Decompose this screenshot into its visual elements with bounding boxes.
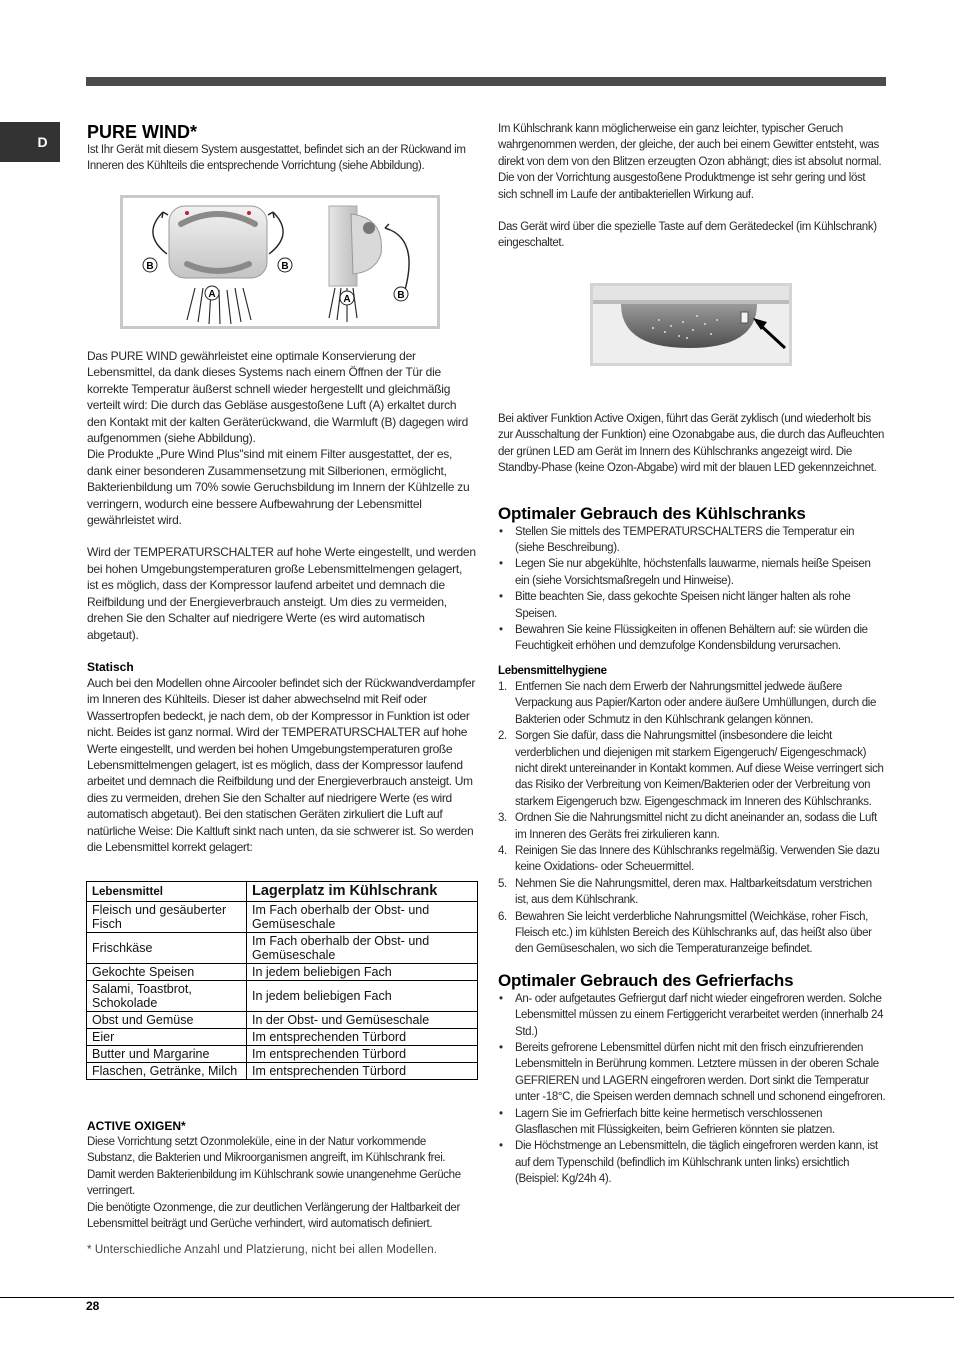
table-cell-food: Gekochte Speisen [87,964,247,981]
table-row [87,902,478,933]
list-item-text: Lagern Sie im Gefrierfach bitte keine hermetisch verschlossenen Glasflaschen mit Flüssigkeiten, beim Gefrieren könnten sie platzen. [515,1107,835,1137]
label-b-right: B [281,261,289,272]
list-item-text: Reinigen Sie das Innere des Kühlschranks regelmäßig. Verwenden Sie dazu keine Oxidations- oder Scheuermittel. [515,844,880,874]
table-row [87,1046,478,1063]
list-item-text: Bewahren Sie leicht verderbliche Nahrungsmittel (Weichkäse, roher Fisch, Fleisch etc.) im kühlsten Bereich des Kühlschranks auf, das heißt also über den Gemüseschalen, wo sich die Temperaturanzeige befindet. [515,910,872,956]
table-header-row [87,882,478,902]
table-cell-location: In jedem beliebigen Fach [247,964,478,981]
label-a-side: A [343,294,351,305]
fridge-usage-title: Optimaler Gebrauch des Kühlschranks [498,503,806,523]
footnote: * Unterschiedliche Anzahl und Platzierung, nicht bei allen Modellen. [87,1244,438,1257]
freezer-usage-list [498,991,886,1188]
table-body [87,902,478,1080]
list-item [498,556,886,589]
ozone-device-diagram [593,286,789,363]
pure-wind-para2: Die Produkte „Pure Wind Plus"sind mit einem Filter ausgestattet, der es, dank einer besonderen Zusammensetzung mit Silberionen, ermöglicht, Bakterienbildung um 70% sowie Geruchsbildung im Innern der Kühlzelle zu verringern, wodurch eine bessere Aufbewahrung der Lebensmittel gewährleistet wird. [87,447,470,528]
table-row [87,964,478,981]
list-item-text: Legen Sie nur abgekühlte, höchstenfalls lauwarme, niemals heiße Speisen ein (siehe Vorsichtsmaßregeln und Hinweise). [515,558,871,587]
active-oxigen-title: ACTIVE OXIGEN* [87,1119,186,1133]
hygiene-title: Lebensmittelhygiene [498,664,607,677]
list-item-text: Ordnen Sie die Nahrungsmittel nicht zu dicht aneinander an, sodass die Luft im Inneren des Geräts frei zirkulieren kann. [515,812,877,841]
table-cell-location: Im Fach oberhalb der Obst- und Gemüseschale [247,933,478,964]
list-item-text: Bitte beachten Sie, dass gekochte Speisen nicht länger halten als rohe Speisen. [515,591,851,620]
active-oxigen-section [87,1118,476,1258]
pure-wind-title: PURE WIND* [87,122,198,142]
label-b-left: B [146,261,154,272]
pure-wind-body [87,348,476,855]
label-b-side: B [397,290,405,301]
list-item: 3. Ordnen Sie die Nahrungsmittel nicht zu dicht aneinander an, sodass die Luft im Inneren des Geräts frei zirkulieren kann. [498,812,877,841]
list-item: 1. Entfernen Sie nach dem Erwerb der Nahrungsmittel jedwede äußere Verpackung aus Papier/Karton oder andere äußere Umhüllungen, durch die Bakterien oder Schmutz in den Kühlschrank gelangen können. [498,680,876,726]
list-item: 6. Bewahren Sie leicht verderbliche Nahrungsmittel (Weichkäse, roher Fisch, Fleisch etc.) im kühlsten Bereich des Kühlschranks auf, das heißt also über den Gemüseschalen, wo sich die Temperaturanzeige befindet. [498,910,872,956]
pure-wind-diagram [123,198,437,326]
hygiene-list [498,679,886,958]
statisch-text: Auch bei den Modellen ohne Aircooler befindet sich der Rückwandverdampfer im Inneren des Kühlteils. Dieser ist daher abwechselnd mit Reif oder Wassertropfen bedeckt, je nach dem, ob der Kompressor in Funktion ist oder nicht. Beides ist ganz normal. Wird der TEMPERATURSCHALTER auf hohe Werte eingestellt, und werden bei hohen Umgebungstemperaturen große Lebensmittelmengen gelagert, ist es möglich, dass der Kompressor laufend arbeitet und demnach die Reifbildung und der Energieverbrauch ansteigt. Um dies zu vermeiden, drehen Sie den Schalter auf niedrigere Werte (es wird automatisch abgetaut). Bei den statischen Geräten zirkuliert die Luft auf natürliche Weise: Die Kaltluft sinkt nach unten, da sie schwerer ist. So werden die Lebensmittel korrekt gelagert: [87,675,476,854]
language-tab: D [0,122,60,162]
active-oxigen-p2: Die benötigte Ozonmenge, die zur deutlichen Verlängerung der Haltbarkeit der Lebensmittel beiträgt und Gerüche verhindert, wird automatisch definiert. [87,1201,460,1231]
list-item-text: Bereits gefrorene Lebensmittel dürfen nicht mit den frisch einzufrierenden Lebensmitteln in Berührung kommen. Letztere müssen in der oberen Schale GEFRIEREN und LAGERN eingefroren werden. Dort sinkt die Temperatur unter -18°C, die Speisen werden demnach schnell und schonend eingefroren. [515,1042,886,1104]
table-cell-food: Eier [87,1029,247,1046]
table-cell-location: Im Fach oberhalb der Obst- und Gemüseschale [247,902,478,933]
ozone-device-figure [590,283,792,366]
list-item-text: Sorgen Sie dafür, dass die Nahrungsmittel (insbesondere die leicht verderblichen und diejenigen mit starkem Eigengeruch/ Eigengeschmack) nicht direkt untereinander in Kontakt kommen. Auf diese Weise verringert sich das Risiko der Verbreitung von Keimen/Bakterien oder der Verbreitung von starkem Eigengeruch bzw. Eigengeschmack im Inneren des Kühlschranks. [515,730,884,808]
table-header-lebensmittel: Lebensmittel [87,882,247,902]
list-item-text: An- oder aufgetautes Gefriergut darf nicht wieder eingefroren werden. Solche Lebensmittel müssen zu einem Fertiggericht verarbeitet werden (innerhalb 24 Std.) [515,992,884,1038]
table-cell-location: In der Obst- und Gemüseschale [247,1012,478,1029]
table-cell-food: Flaschen, Getränke, Milch [87,1063,247,1080]
active-oxigen-p1: Diese Vorrichtung setzt Ozonmoleküle, eine in der Natur vorkommende Substanz, die Bakterien und Mikroorganismen angreift, im Kühlschrank frei. Damit werden Bakterienbildung im Kühlschrank sowie unangenehme Gerüche verringert. [87,1136,461,1198]
header-rule [86,77,886,86]
footer-rule [0,1297,954,1298]
table-header-lagerplatz: Lagerplatz im Kühlschrank [247,882,478,902]
list-item [498,589,886,622]
table-cell-food: Butter und Margarine [87,1046,247,1063]
active-function-paragraph: Bei aktiver Funktion Active Oxigen, führt das Gerät zyklisch (und wiederholt bis zur Ausschaltung der Funktion) eine Ozonabgabe aus, die durch das Aufleuchten der grünen LED am Gerät im Innern des Kühlschranks angezeigt wird. Die Standby-Phase (keine Ozon-Abgabe) wird mit der blauen LED gekennzeichnet. [498,413,885,475]
left-column [87,122,476,174]
table-row [87,1063,478,1080]
statisch-title: Statisch [87,659,134,674]
table-cell-location: Im entsprechenden Türbord [247,1029,478,1046]
page-number: 28 [86,1299,100,1313]
fridge-usage-list [498,524,886,655]
table-cell-food: Salami, Toastbrot, Schokolade [87,981,247,1012]
table-cell-location: Im entsprechenden Türbord [247,1063,478,1080]
list-item-text: Die Höchstmenge an Lebensmitteln, die täglich eingefroren werden kann, ist auf dem Typenschild (befindlich im Kühlschrank unten links) ersichtlich (Beispiel: Kg/24h 4). [515,1140,878,1186]
list-item-text: Stellen Sie mittels des TEMPERATURSCHALTERS die Temperatur ein (siehe Beschreibung). [515,525,855,555]
list-item: 2. Sorgen Sie dafür, dass die Nahrungsmittel (insbesondere die leicht verderblichen und diejenigen mit starkem Eigengeruch/ Eigengeschmack) nicht direkt untereinander in Kontakt kommen. Auf diese Weise verringert sich das Risiko der Verbreitung von Keimen/Bakterien oder der Verbreitung von starkem Eigengeruch bzw. Eigengeschmack im Inneren des Kühlschranks. [498,730,884,808]
list-item [498,991,886,1040]
freezer-usage-title: Optimaler Gebrauch des Gefrierfachs [498,970,794,990]
list-item [498,524,886,557]
list-item: 4. Reinigen Sie das Innere des Kühlschranks regelmäßig. Verwenden Sie dazu keine Oxidations- oder Scheuermittel. [498,844,880,874]
label-a-front: A [208,289,216,300]
list-item-text: Entfernen Sie nach dem Erwerb der Nahrungsmittel jedwede äußere Verpackung aus Papier/Karton oder andere äußere Umhüllungen, durch die Bakterien oder Schmutz in den Kühlschrank gelangen können. [515,680,876,726]
table-cell-location: Im entsprechenden Türbord [247,1046,478,1063]
table-row [87,933,478,964]
list-item [498,622,886,655]
odour-paragraph: Im Kühlschrank kann möglicherweise ein ganz leichter, typischer Geruch wahrgenommen werden, der gleiche, der auch bei einem Gewitter entsteht, was direkt von dem von den Blitzen erzeugten Ozon abhängt; dies ist absolut normal. Die von der Vorrichtung ausgestoßene Produktmenge ist sehr gering und löst sich schnell im Laufe der antibakteriellen Wirkung auf. [498,123,882,201]
table-row [87,1012,478,1029]
pure-wind-figure [120,195,440,329]
list-item-text: Nehmen Sie die Nahrungsmittel, deren max. Haltbarkeitsdatum verstrichen ist, aus dem Kühlschrank. [515,877,872,907]
list-item-text: Bewahren Sie keine Flüssigkeiten in offenen Behältern auf: sie würden die Feuchtigkeit erhöhen und demzufolge Kondensbildung verursachen. [515,624,868,653]
pure-wind-intro: Ist Ihr Gerät mit diesem System ausgestattet, befindet sich an der Rückwand im Inneren des Kühlteils die entsprechende Vorrichtung (siehe Abbildung). [87,144,466,172]
table-cell-food: Obst und Gemüse [87,1012,247,1029]
table-cell-food: Fleisch und gesäuberter Fisch [87,902,247,933]
storage-table [86,881,478,1080]
pure-wind-para1: Das PURE WIND gewährleistet eine optimale Konservierung der Lebensmittel, da dank dieses Systems nach einem Öffnen der Tür die korrekte Temperatur äußerst schnell wieder hergestellt und gleichmäßig verteilt wird: Die durch das Gebläse ausgestoßene Luft (A) erkaltet durch den Kontakt mit der kalten Geräterückwand, die Warmluft (B) dagegen wird aufgenommen (siehe Abbildung). [87,349,469,446]
pure-wind-para3: Wird der TEMPERATURSCHALTER auf hohe Werte eingestellt, und werden bei hohen Umgebungstemperaturen große Lebensmittelmengen gelagert, ist es möglich, dass der Kompressor laufend arbeitet und demnach die Reifbildung und der Energieverbrauch ansteigt. Um dies zu vermeiden, drehen Sie den Schalter auf niedrigere Werte (es wird automatisch abgetaut). [87,545,476,642]
table-row [87,1029,478,1046]
right-body [498,411,886,1188]
table-cell-location: In jedem beliebigen Fach [247,981,478,1012]
list-item [498,1040,886,1106]
right-column [498,121,886,252]
table-cell-food: Frischkäse [87,933,247,964]
list-item: 5. Nehmen Sie die Nahrungsmittel, deren max. Haltbarkeitsdatum verstrichen ist, aus dem Kühlschrank. [498,877,872,907]
list-item [498,1106,886,1139]
table-row [87,981,478,1012]
list-item [498,1138,886,1187]
switch-paragraph: Das Gerät wird über die spezielle Taste auf dem Gerätedeckel (im Kühlschrank) eingeschaltet. [498,221,877,250]
